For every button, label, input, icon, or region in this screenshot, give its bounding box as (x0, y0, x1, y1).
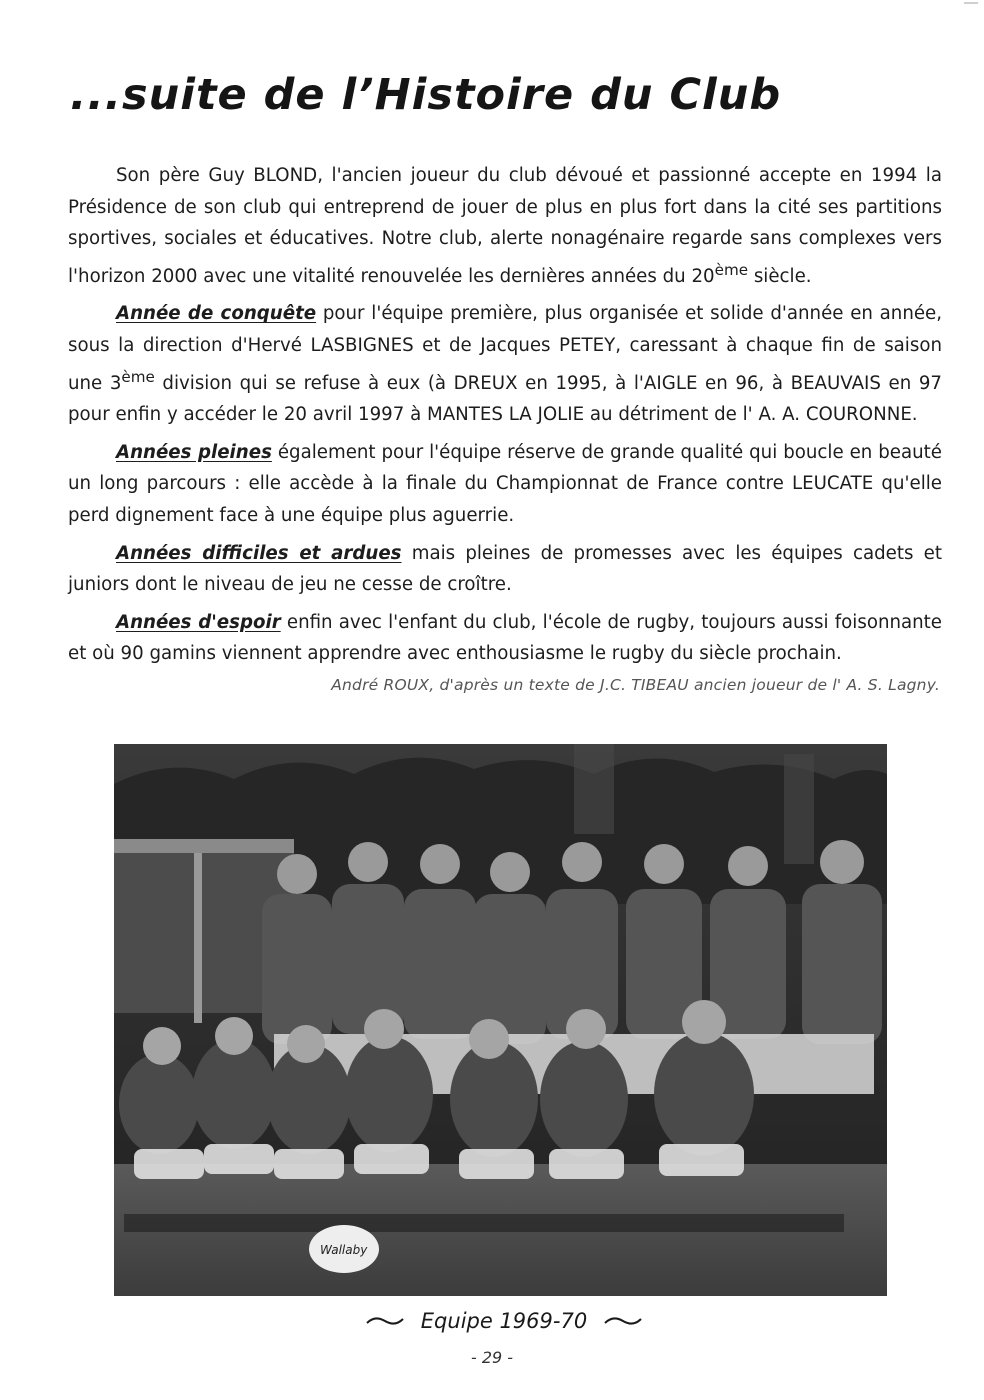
paragraph-text: pour l'équipe première, plus organisée et solide d'année en année, sous la direction d'Hervé LASBIGNES et de Jacques PETEY, caressant à chaque fin de saison une 3 (68, 303, 943, 394)
paragraph-lead: Années pleines (116, 441, 272, 463)
page-title: ...suite de l’Histoire du Club (70, 70, 782, 120)
paragraph-text: Son père Guy BLOND, l'ancien joueur du club dévoué et passionné accepte en 1994 la Présidence de son club qui entreprend de jouer de plus en plus fort dans la cité ses partitions sportives, sociales et éducatives. Notre club, alerte nonagénaire regarde sans complexes vers l'horizon 2000 avec une vitalité renouvelée les dernières années du 20 (68, 165, 942, 287)
superscript: ème (714, 260, 749, 279)
paragraph-5 (68, 607, 942, 670)
poplar-tree (574, 744, 614, 834)
paragraph-lead: Années difficiles et ardues (116, 542, 402, 564)
edge-mark (964, 2, 978, 4)
paragraph-3 (68, 437, 942, 532)
paragraph-lead: Année de conquête (116, 303, 317, 325)
paragraph-text: division qui se refuse à eux (à DREUX en 1995, à l'AIGLE en 96, à BEAUVAIS en 97 pour enfin y accéder le 20 avril 1997 à MANTES LA JOLIE au détriment de l' A. A. COURONNE. (68, 372, 942, 426)
team-photo (114, 744, 887, 1296)
stand-roof (114, 839, 294, 853)
paragraph-lead: Années d'espoir (116, 611, 281, 633)
paragraph-4 (68, 538, 942, 601)
stand-post (194, 853, 202, 1023)
paragraph-2 (68, 298, 942, 430)
team-photo-illustration (114, 744, 887, 1296)
paragraph-text: mais pleines de promesses avec les équipes cadets et juniors dont le niveau de jeu ne cesse de croître. (68, 542, 943, 596)
tilde-ornament-right (603, 1314, 643, 1328)
photo-caption (354, 1304, 654, 1338)
paragraph-text: également pour l'équipe réserve de grande qualité qui boucle en beauté un long parcours : elle accède à la finale du Championnat de France contre LEUCATE qu'elle perd dignement face à une équipe plus aguerrie. (68, 441, 942, 527)
paragraph-1 (68, 160, 942, 292)
tilde-ornament-left (365, 1314, 405, 1328)
author-credit: André ROUX, d'après un texte de J.C. TIBEAU ancien joueur de l' A. S. Lagny. (331, 676, 940, 694)
caption-text: Equipe 1969-70 (420, 1309, 588, 1333)
page-number: - 29 - (470, 1348, 514, 1367)
paragraph-text: siècle. (748, 265, 812, 287)
ball-label: Wallaby (320, 1243, 368, 1257)
paragraph-text: enfin avec l'enfant du club, l'école de rugby, toujours aussi foisonnante et où 90 gamins viennent apprendre avec enthousiasme le rugby du siècle prochain. (68, 611, 942, 665)
article-body (68, 160, 942, 676)
poplar-tree (784, 754, 814, 864)
superscript: ème (121, 367, 155, 386)
